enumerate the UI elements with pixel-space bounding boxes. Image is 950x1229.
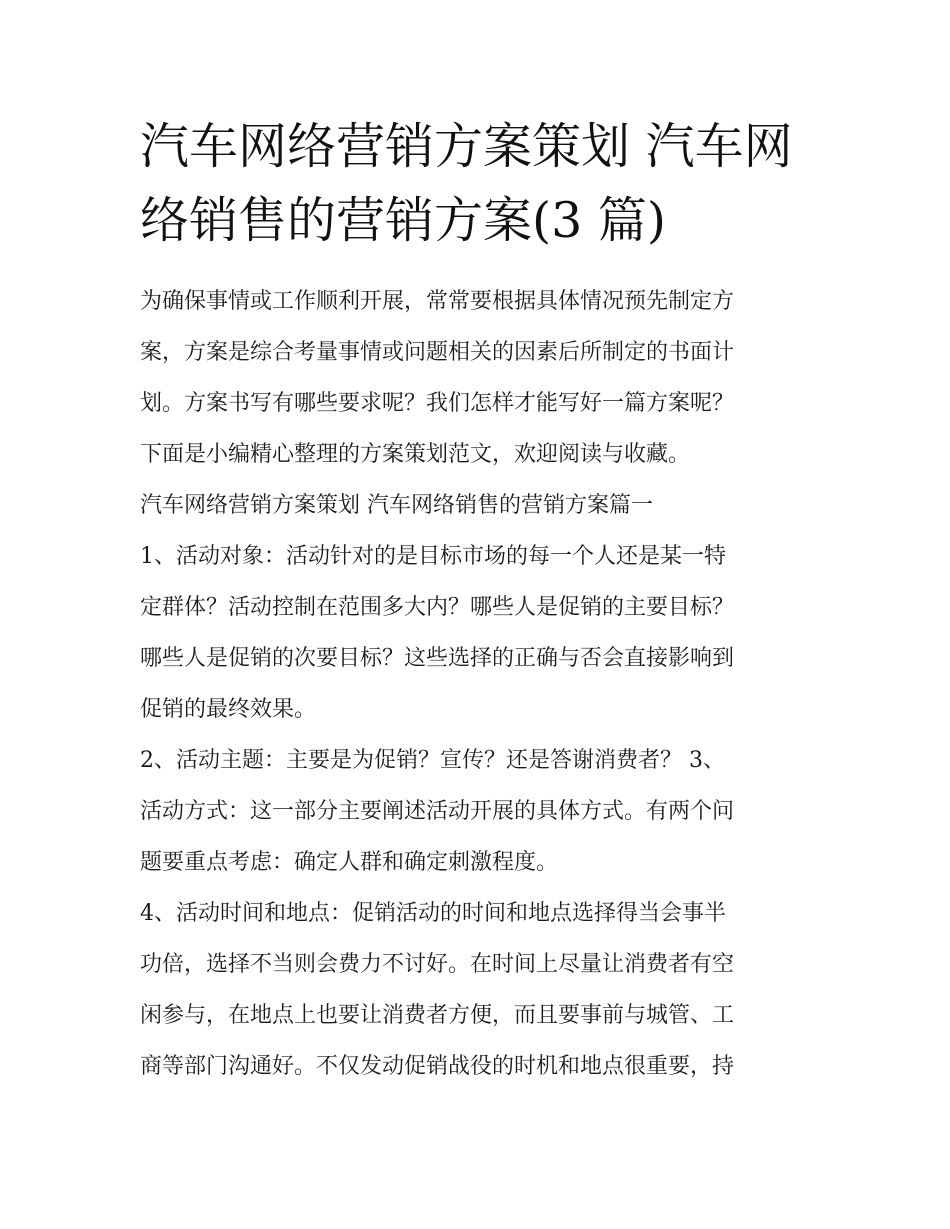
document-title xyxy=(140,110,820,258)
text-line: 2、活动主题：主要是为促销？宣传？还是答谢消费者？ 3、 xyxy=(140,748,725,773)
intro-paragraph xyxy=(140,276,816,480)
item-4-paragraph xyxy=(140,888,816,1092)
section-heading xyxy=(140,480,816,531)
text-line: 哪些人是促销的次要目标？这些选择的正确与否会直接影响到 xyxy=(140,646,735,671)
item-2-3-paragraph xyxy=(140,735,816,888)
text-line: 活动方式：这一部分主要阐述活动开展的具体方式。有两个问 xyxy=(140,799,735,824)
text-line: 闲参与，在地点上也要让消费者方便，而且要事前与城管、工 xyxy=(140,1003,735,1028)
title-line: 络销售的营销方案(3 篇) xyxy=(140,192,666,249)
text-line: 1、活动对象：活动针对的是目标市场的每一个人还是某一特 xyxy=(140,544,726,569)
text-line: 4、活动时间和地点：促销活动的时间和地点选择得当会事半 xyxy=(140,901,726,926)
text-line: 促销的最终效果。 xyxy=(140,697,317,722)
text-line: 商等部门沟通好。不仅发动促销战役的时机和地点很重要，持 xyxy=(140,1054,735,1079)
document-body xyxy=(140,276,816,1092)
item-1-paragraph xyxy=(140,531,816,735)
text-line: 案，方案是综合考量事情或问题相关的因素后所制定的书面计 xyxy=(140,340,735,365)
title-line: 汽车网络营销方案策划 汽车网 xyxy=(140,118,793,175)
text-line: 功倍，选择不当则会费力不讨好。在时间上尽量让消费者有空 xyxy=(140,952,735,977)
text-line: 划。方案书写有哪些要求呢？我们怎样才能写好一篇方案呢？ xyxy=(140,391,735,416)
text-line: 下面是小编精心整理的方案策划范文，欢迎阅读与收藏。 xyxy=(140,442,691,467)
text-line: 为确保事情或工作顺利开展，常常要根据具体情况预先制定方 xyxy=(140,289,735,314)
text-line: 汽车网络营销方案策划 汽车网络销售的营销方案篇一 xyxy=(140,493,653,518)
text-line: 定群体？活动控制在范围多大内？哪些人是促销的主要目标？ xyxy=(140,595,735,620)
text-line: 题要重点考虑：确定人群和确定刺激程度。 xyxy=(140,850,559,875)
